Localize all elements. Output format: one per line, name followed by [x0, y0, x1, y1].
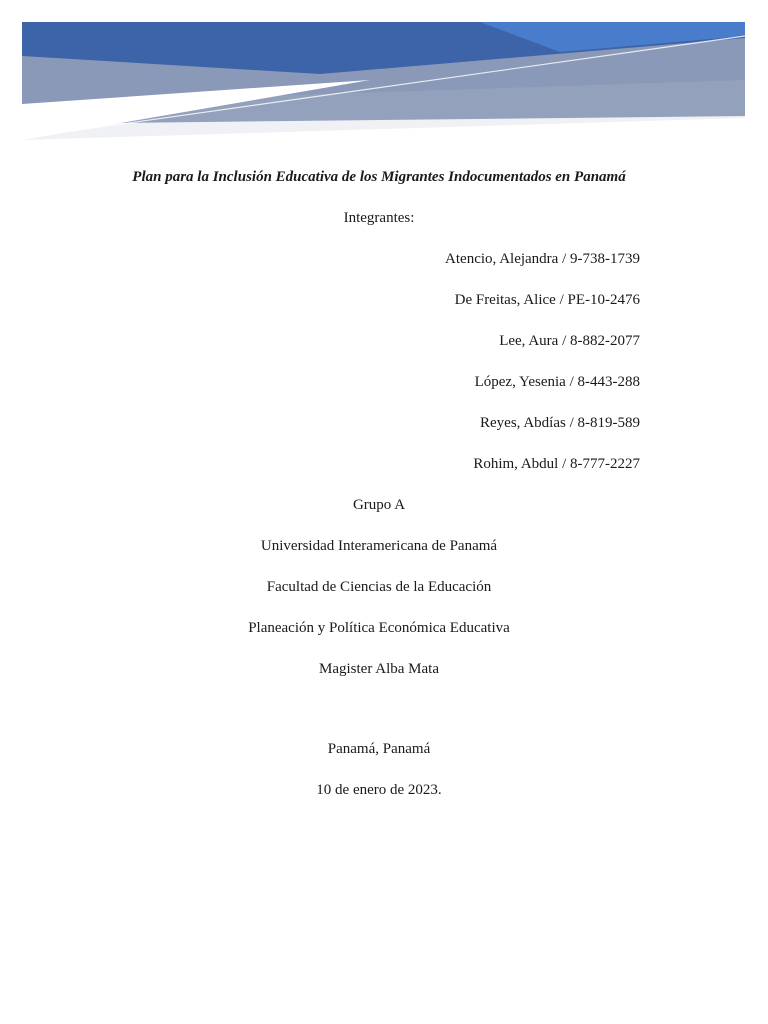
member-item: Rohim, Abdul / 8-777-2227 — [473, 456, 640, 472]
document-title: Plan para la Inclusión Educativa de los Migrantes Indocumentados en Panamá — [132, 169, 626, 185]
group-name: Grupo A — [352, 497, 406, 513]
members-label: Integrantes: — [343, 210, 415, 226]
course-name: Planeación y Política Económica Educativa — [248, 620, 510, 636]
header-banner — [0, 0, 768, 150]
faculty-name: Facultad de Ciencias de la Educación — [266, 579, 492, 595]
document-date: 10 de enero de 2023. — [316, 782, 442, 798]
university-name: Universidad Interamericana de Panamá — [260, 538, 498, 554]
member-item: Atencio, Alejandra / 9-738-1739 — [445, 251, 640, 267]
member-item: Lee, Aura / 8-882-2077 — [499, 333, 640, 349]
member-item: Reyes, Abdías / 8-819-589 — [480, 415, 640, 431]
location: Panamá, Panamá — [327, 741, 431, 757]
member-item: López, Yesenia / 8-443-288 — [474, 374, 640, 390]
professor-name: Magister Alba Mata — [319, 661, 439, 677]
member-item: De Freitas, Alice / PE-10-2476 — [454, 292, 640, 308]
